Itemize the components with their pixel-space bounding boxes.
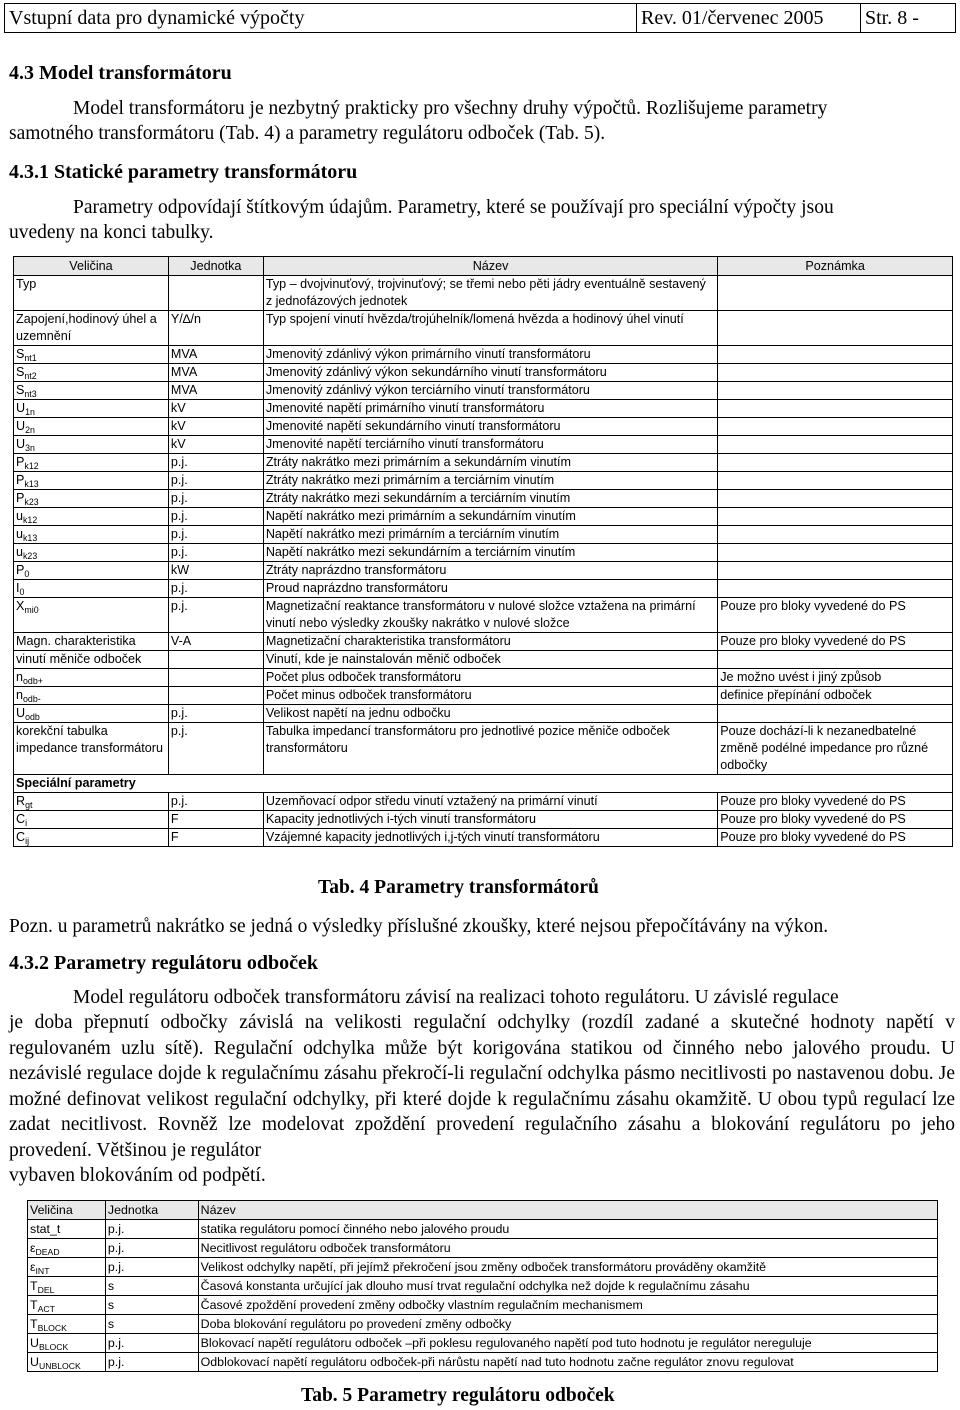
table-row — [14, 633, 953, 651]
table-row — [28, 1334, 938, 1353]
cell-note — [718, 544, 953, 562]
table-row — [14, 544, 953, 562]
symbol: C — [16, 830, 26, 844]
cell-unit: F — [168, 811, 263, 829]
symbol: T — [30, 1279, 38, 1293]
cell-name: Proud naprázdno transformátoru — [263, 580, 717, 598]
table-row — [14, 508, 953, 526]
cell-note — [718, 490, 953, 508]
cell-note — [718, 526, 953, 544]
table-transformer-parameters — [13, 256, 953, 847]
cell-quantity — [14, 508, 169, 526]
cell-name: Uzemňovací odpor středu vinutí vztažený na primární vinutí — [263, 793, 717, 811]
cell-unit: kV — [168, 400, 263, 418]
section-4-3-2-title: 4.3.2 Parametry regulátoru odboček — [9, 952, 319, 974]
col-header-unit: Jednotka — [168, 257, 263, 276]
cell-quantity — [28, 1315, 106, 1334]
symbol: P — [16, 455, 25, 469]
cell-name: Ztráty nakrátko mezi primárním a sekundárním vinutím — [263, 454, 717, 472]
symbol: korekční tabulka impedance transformátoru — [16, 724, 163, 755]
symbol-subscript: odb+ — [23, 676, 43, 686]
symbol-subscript: k12 — [24, 461, 39, 471]
special-section-label: Speciální parametry — [14, 775, 953, 793]
symbol: U — [16, 437, 26, 451]
cell-unit — [168, 276, 263, 311]
cell-quantity — [14, 472, 169, 490]
cell-unit: s — [105, 1315, 198, 1334]
cell-unit: p.j. — [168, 705, 263, 723]
cell-quantity — [14, 311, 169, 346]
cell-unit: Y/∆/n — [168, 311, 263, 346]
cell-note — [718, 436, 953, 454]
symbol: S — [16, 383, 25, 397]
cell-name: Napětí nakrátko mezi primárním a terciárním vinutím — [263, 526, 717, 544]
cell-quantity — [14, 490, 169, 508]
cell-unit: kW — [168, 562, 263, 580]
table-row — [14, 472, 953, 490]
section-4-3-2-para-first: Model regulátoru odboček transformátoru závisí na realizaci tohoto regulátoru. U závislé regulace — [73, 987, 839, 1008]
table-row — [14, 454, 953, 472]
cell-unit: p.j. — [168, 472, 263, 490]
cell-quantity — [14, 526, 169, 544]
cell-name: Magnetizační reaktance transformátoru v nulové složce vztažena na primární vinutí nebo výsledky zkoušky nakrátko v nulové složce — [263, 598, 717, 633]
section-4-3-1-para-line2: uvedeny na konci tabulky. — [9, 222, 214, 243]
symbol-subscript: gt — [25, 800, 33, 810]
cell-quantity — [14, 346, 169, 364]
cell-unit: MVA — [168, 364, 263, 382]
col-header-note: Poznámka — [718, 257, 953, 276]
table-row — [14, 580, 953, 598]
cell-unit — [168, 669, 263, 687]
cell-quantity — [14, 418, 169, 436]
symbol: n — [16, 670, 24, 684]
symbol-subscript: UNBLOCK — [38, 1361, 81, 1371]
cell-name: Velikost napětí na jednu odbočku — [263, 705, 717, 723]
symbol-subscript: k12 — [23, 515, 38, 525]
table-row — [14, 311, 953, 346]
cell-note — [718, 400, 953, 418]
cell-note — [718, 508, 953, 526]
table-row — [28, 1220, 938, 1239]
table5-caption: Tab. 5 Parametry regulátoru odboček — [301, 1385, 615, 1406]
table-row — [14, 490, 953, 508]
symbol-subscript: DEL — [37, 1285, 55, 1295]
table-row — [14, 436, 953, 454]
cell-quantity — [14, 793, 169, 811]
cell-unit: p.j. — [105, 1334, 198, 1353]
symbol-subscript: odb- — [23, 694, 41, 704]
symbol: S — [16, 365, 25, 379]
cell-name: Vzájemné kapacity jednotlivých i,j-tých vinutí transformátoru — [263, 829, 717, 847]
symbol-subscript: BLOCK — [37, 1323, 67, 1333]
cell-unit: p.j. — [105, 1258, 198, 1277]
cell-unit: p.j. — [168, 526, 263, 544]
symbol-subscript: ACT — [37, 1304, 55, 1314]
table-row — [14, 562, 953, 580]
cell-quantity — [14, 544, 169, 562]
col-header-name: Název — [263, 257, 717, 276]
symbol-subscript: 2n — [25, 425, 35, 435]
symbol-subscript: mi0 — [24, 605, 39, 615]
cell-name: Tabulka impedancí transformátoru pro jednotlivé pozice měniče odboček transformátoru — [263, 723, 717, 775]
table-row — [14, 418, 953, 436]
symbol: vinutí měniče odboček — [16, 652, 142, 666]
cell-unit: s — [105, 1296, 198, 1315]
cell-quantity — [14, 633, 169, 651]
cell-quantity — [14, 669, 169, 687]
cell-unit: p.j. — [105, 1353, 198, 1372]
col-header-quantity: Veličina — [14, 257, 169, 276]
table-row — [14, 382, 953, 400]
cell-name: Jmenovitý zdánlivý výkon terciárního vinutí transformátoru — [263, 382, 717, 400]
symbol-subscript: nt1 — [24, 353, 37, 363]
cell-note: Je možno uvést i jiný způsob — [718, 669, 953, 687]
special-section-row — [14, 775, 953, 793]
cell-note: Pouze pro bloky vyvedené do PS — [718, 633, 953, 651]
symbol: u — [16, 527, 24, 541]
cell-note — [718, 454, 953, 472]
cell-note — [718, 651, 953, 669]
cell-unit: p.j. — [168, 454, 263, 472]
symbol: U — [16, 419, 26, 433]
table-row — [28, 1353, 938, 1372]
cell-name: Časová konstanta určující jak dlouho musí trvat regulační odchylka než dojde k regulačnímu zásahu — [198, 1277, 937, 1296]
table-row — [14, 276, 953, 311]
cell-quantity — [14, 811, 169, 829]
cell-quantity — [14, 723, 169, 775]
symbol-subscript: i — [25, 818, 28, 828]
page-header — [4, 3, 956, 33]
symbol: P — [16, 491, 25, 505]
cell-quantity — [28, 1353, 106, 1372]
col-header-quantity: Veličina — [28, 1201, 106, 1220]
cell-note: Pouze pro bloky vyvedené do PS — [718, 829, 953, 847]
cell-name: Počet plus odboček transformátoru — [263, 669, 717, 687]
symbol: Typ — [16, 277, 37, 291]
cell-quantity — [14, 436, 169, 454]
table-row — [14, 687, 953, 705]
cell-quantity — [14, 382, 169, 400]
symbol-subscript: BLOCK — [38, 1342, 69, 1352]
cell-quantity — [14, 687, 169, 705]
cell-name: Časové zpoždění provedení změny odbočky vlastním regulačním mechanismem — [198, 1296, 937, 1315]
cell-unit — [168, 687, 263, 705]
cell-note — [718, 562, 953, 580]
table-row — [14, 669, 953, 687]
revision: Rev. 01/červenec 2005 — [637, 4, 861, 32]
col-header-name: Název — [198, 1201, 937, 1220]
section-4-3-1-title: 4.3.1 Statické parametry transformátoru — [9, 161, 358, 183]
cell-quantity — [14, 598, 169, 633]
cell-unit: V-A — [168, 633, 263, 651]
cell-quantity — [28, 1220, 106, 1239]
page-number: Str. 8 - — [865, 7, 919, 29]
cell-name: Vinutí, kde je nainstalován měnič odboček — [263, 651, 717, 669]
cell-quantity — [28, 1277, 106, 1296]
symbol: U — [16, 706, 26, 720]
cell-name: Jmenovité napětí primárního vinutí transformátoru — [263, 400, 717, 418]
cell-unit: p.j. — [168, 793, 263, 811]
cell-note — [718, 705, 953, 723]
cell-unit: p.j. — [168, 723, 263, 775]
cell-quantity — [14, 400, 169, 418]
symbol: P — [16, 473, 25, 487]
table-row — [14, 598, 953, 633]
cell-name: Napětí nakrátko mezi primárním a sekundárním vinutím — [263, 508, 717, 526]
table-row — [14, 811, 953, 829]
cell-name: Ztráty naprázdno transformátoru — [263, 562, 717, 580]
cell-note — [718, 364, 953, 382]
cell-note — [718, 311, 953, 346]
table-row — [28, 1277, 938, 1296]
cell-note — [718, 472, 953, 490]
table-row — [28, 1296, 938, 1315]
table-row — [14, 793, 953, 811]
cell-name: Počet minus odboček transformátoru — [263, 687, 717, 705]
cell-quantity — [14, 562, 169, 580]
section-4-3-2-para-last: vybaven blokováním od podpětí. — [9, 1165, 266, 1186]
cell-quantity — [14, 454, 169, 472]
symbol-subscript: nt2 — [24, 371, 37, 381]
cell-unit: s — [105, 1277, 198, 1296]
cell-quantity — [28, 1296, 106, 1315]
table-row — [14, 651, 953, 669]
cell-quantity — [14, 580, 169, 598]
symbol-subscript: 0 — [24, 569, 30, 579]
cell-unit: p.j. — [105, 1239, 198, 1258]
cell-name: Jmenovitý zdánlivý výkon primárního vinutí transformátoru — [263, 346, 717, 364]
symbol: Zapojení,hodinový úhel a uzemnění — [16, 312, 157, 343]
table-row — [28, 1239, 938, 1258]
section-4-3-title: 4.3 Model transformátoru — [9, 62, 232, 84]
symbol: ε — [30, 1241, 36, 1255]
symbol-subscript: 0 — [19, 587, 25, 597]
cell-unit: F — [168, 829, 263, 847]
section-4-3-1-para-line1: Parametry odpovídají štítkovým údajům. Parametry, které se používají pro speciální výpočty jsou — [73, 197, 834, 218]
symbol: P — [16, 563, 25, 577]
cell-quantity — [14, 364, 169, 382]
symbol: I — [16, 581, 20, 595]
symbol-subscript: odb — [25, 712, 40, 722]
symbol-subscript: ij — [25, 836, 30, 846]
symbol-subscript: 3n — [25, 443, 35, 453]
cell-unit: p.j. — [168, 544, 263, 562]
symbol: u — [16, 509, 24, 523]
section-4-3-para-line1: Model transformátoru je nezbytný prakticky pro všechny druhy výpočtů. Rozlišujeme parametry — [73, 98, 828, 119]
table-row — [14, 400, 953, 418]
symbol: u — [16, 545, 24, 559]
symbol: R — [16, 794, 26, 808]
cell-name: Jmenovité napětí terciárního vinutí transformátoru — [263, 436, 717, 454]
symbol-subscript: k13 — [24, 479, 39, 489]
table-tap-regulator-parameters — [27, 1200, 938, 1372]
cell-name: statika regulátoru pomocí činného nebo jalového proudu — [198, 1220, 937, 1239]
cell-name: Kapacity jednotlivých i-tých vinutí transformátoru — [263, 811, 717, 829]
symbol: X — [16, 599, 25, 613]
section-4-3-para-line2: samotného transformátoru (Tab. 4) a parametry regulátoru odboček (Tab. 5). — [9, 123, 606, 144]
cell-unit: p.j. — [168, 508, 263, 526]
cell-quantity — [14, 651, 169, 669]
cell-name: Jmenovitý zdánlivý výkon sekundárního vinutí transformátoru — [263, 364, 717, 382]
cell-name: Jmenovité napětí sekundárního vinutí transformátoru — [263, 418, 717, 436]
symbol: U — [30, 1355, 39, 1369]
table-row — [14, 829, 953, 847]
cell-note — [718, 276, 953, 311]
symbol: C — [16, 812, 26, 826]
table-row — [14, 705, 953, 723]
table4-caption: Tab. 4 Parametry transformátorů — [318, 877, 599, 898]
symbol: Magn. charakteristika — [16, 634, 136, 648]
symbol-subscript: k13 — [23, 533, 38, 543]
table-row — [14, 526, 953, 544]
symbol-subscript: INT — [35, 1266, 50, 1276]
cell-unit: kV — [168, 418, 263, 436]
cell-quantity — [14, 276, 169, 311]
symbol: U — [16, 401, 26, 415]
symbol: ε — [30, 1260, 36, 1274]
cell-note — [718, 382, 953, 400]
table-row — [28, 1315, 938, 1334]
symbol: T — [30, 1317, 38, 1331]
symbol-subscript: DEAD — [35, 1247, 60, 1257]
cell-name: Blokovací napětí regulátoru odboček –při poklesu regulovaného napětí pod tuto hodnotu je regulátor nereguluje — [198, 1334, 937, 1353]
cell-unit — [168, 651, 263, 669]
cell-name: Doba blokování regulátoru po provedení změny odbočky — [198, 1315, 937, 1334]
table-row — [14, 723, 953, 775]
cell-quantity — [14, 705, 169, 723]
cell-note: Pouze pro bloky vyvedené do PS — [718, 598, 953, 633]
symbol: stat_t — [30, 1222, 61, 1236]
cell-quantity — [28, 1239, 106, 1258]
cell-quantity — [28, 1334, 106, 1353]
section-4-3-2-para-body: je doba přepnutí odbočky závislá na velikosti regulační odchylky (rozdíl zadané a skutečné hodnoty napětí v regulovaném uzlu sítě). Regulační odchylka může být korigována statikou od činného nebo jalového proudu. U nezávislé regulace dojde k regulačnímu zásahu překročí-li regulační odchylka pásmo necitlivosti po nastavenou dobu. Je možné definovat velikost regulační odchylky, při které dojde k regulačnímu zásahu okamžitě. U obou typů regulací lze zadat necitlivost. Rovněž lze modelovat zpoždění provedení regulačního zásahu a blokování regulátoru po jeho provedení. Většinou je regulátor — [9, 1012, 955, 1161]
table-header-row — [14, 257, 953, 276]
symbol: U — [30, 1336, 39, 1350]
cell-note — [718, 580, 953, 598]
cell-quantity — [28, 1258, 106, 1277]
cell-quantity — [14, 829, 169, 847]
symbol-subscript: nt3 — [24, 389, 37, 399]
cell-unit: p.j. — [168, 598, 263, 633]
cell-unit: p.j. — [168, 490, 263, 508]
table-row — [14, 364, 953, 382]
cell-unit: MVA — [168, 346, 263, 364]
table-row — [28, 1258, 938, 1277]
cell-name: Ztráty nakrátko mezi sekundárním a terciárním vinutím — [263, 490, 717, 508]
cell-note — [718, 346, 953, 364]
table-row — [14, 346, 953, 364]
symbol-subscript: 1n — [25, 407, 35, 417]
cell-unit: p.j. — [105, 1220, 198, 1239]
cell-note — [718, 418, 953, 436]
cell-note: Pouze dochází-li k nezanedbatelné změně podélné impedance pro různé odbočky — [718, 723, 953, 775]
cell-name: Napětí nakrátko mezi sekundárním a terciárním vinutím — [263, 544, 717, 562]
symbol-subscript: k23 — [24, 497, 39, 507]
cell-name: Velikost odchylky napětí, při jejímž překročení jsou změny odboček transformátoru prováděny okamžitě — [198, 1258, 937, 1277]
cell-unit: p.j. — [168, 580, 263, 598]
symbol: S — [16, 347, 25, 361]
cell-unit: MVA — [168, 382, 263, 400]
symbol-subscript: k23 — [23, 551, 38, 561]
cell-unit: kV — [168, 436, 263, 454]
cell-note: Pouze pro bloky vyvedené do PS — [718, 793, 953, 811]
cell-name: Odblokovací napětí regulátoru odboček-při nárůstu napětí nad tuto hodnotu začne regulátor znovu regulovat — [198, 1353, 937, 1372]
cell-note: definice přepínání odboček — [718, 687, 953, 705]
symbol: T — [30, 1298, 38, 1312]
col-header-unit: Jednotka — [105, 1201, 198, 1220]
cell-name: Necitlivost regulátoru odboček transformátoru — [198, 1239, 937, 1258]
cell-note: Pouze pro bloky vyvedené do PS — [718, 811, 953, 829]
note-text: Pozn. u parametrů nakrátko se jedná o výsledky příslušné zkoušky, které nejsou přepočítávány na výkon. — [9, 916, 829, 937]
table-header-row — [28, 1201, 938, 1220]
document-title: Vstupní data pro dynamické výpočty — [5, 4, 637, 32]
cell-name: Typ – dvojvinuťový, trojvinuťový; se třemi nebo pěti jádry eventuálně sestavený z jednofázových jednotek — [263, 276, 717, 311]
cell-name: Ztráty nakrátko mezi primárním a terciárním vinutím — [263, 472, 717, 490]
symbol: n — [16, 688, 24, 702]
cell-name: Magnetizační charakteristika transformátoru — [263, 633, 717, 651]
cell-name: Typ spojení vinutí hvězda/trojúhelník/lomená hvězda a hodinový úhel vinutí — [263, 311, 717, 346]
